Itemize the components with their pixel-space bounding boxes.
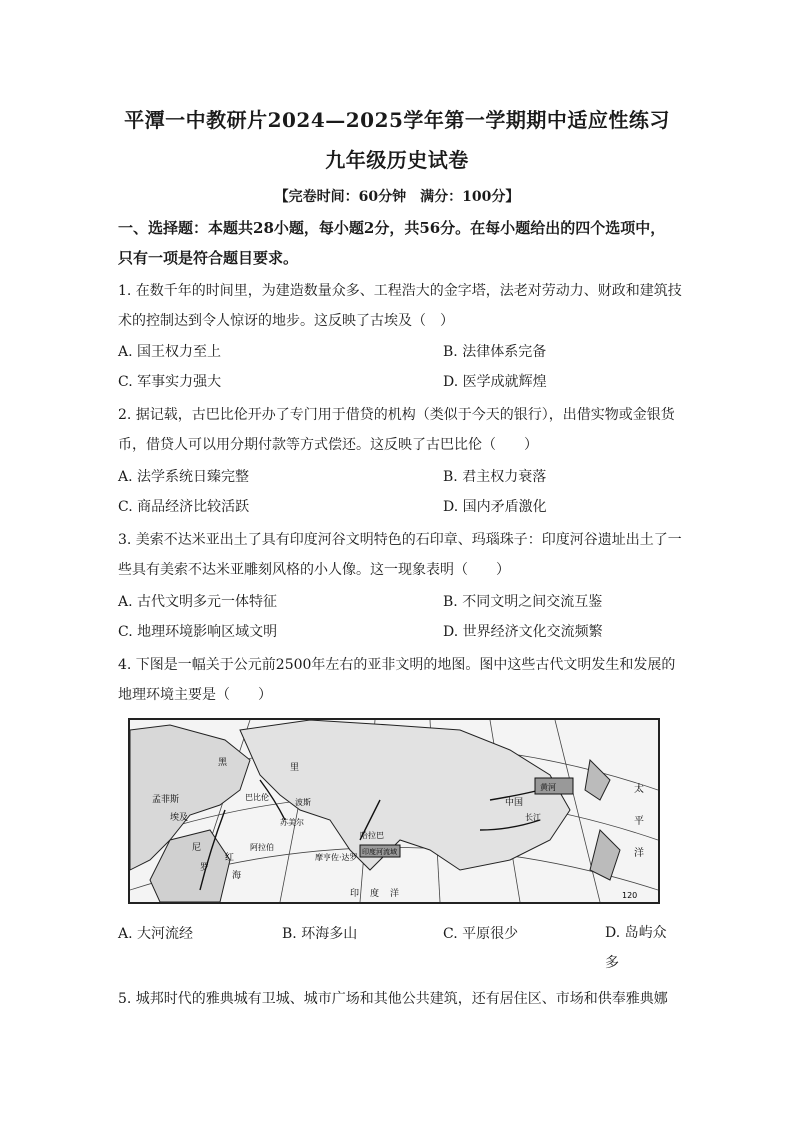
map-label-sea: 海	[232, 871, 242, 881]
map-label-li: 里	[290, 763, 300, 773]
question-2-option-b[interactable]: B. 君主权力衰落	[443, 469, 547, 485]
map-label-china: 中国	[505, 798, 524, 808]
map-label-arabia: 阿拉伯	[250, 843, 274, 852]
question-1-option-c[interactable]: C. 军事实力强大	[118, 374, 222, 390]
question-1-option-a[interactable]: A. 国王权力至上	[118, 344, 222, 360]
map-label-yellow-river: 黄河	[540, 783, 556, 792]
map-label-memphis: 孟菲斯	[152, 795, 180, 805]
map-label-tai: 太	[634, 784, 644, 795]
question-4-option-c[interactable]: C. 平原很少	[443, 926, 519, 942]
map-label-mohenjo-daro: 摩亨佐·达罗	[315, 853, 358, 862]
question-4-option-d[interactable]: D. 岛屿众多	[605, 925, 667, 971]
question-3-stem: 3. 美索不达米亚出土了具有印度河谷文明特色的石印章、玛瑙珠子：印度河谷遗址出土了一些具有美索不达米亚雕刻风格的小人像。这一现象表明（ ）	[118, 532, 682, 578]
question-2-option-a[interactable]: A. 法学系统日臻完整	[118, 469, 250, 485]
question-5-stem: 5. 城邦时代的雅典城有卫城、城市广场和其他公共建筑，还有居住区、市场和供奉雅典娜	[118, 991, 668, 1007]
map-label-harappa: 哈拉巴	[360, 831, 384, 840]
map-label-yin: 印	[350, 889, 360, 899]
exam-meta: 【完卷时间：60分钟 满分：100分】	[274, 189, 520, 205]
map-label-120: 120	[622, 891, 638, 900]
exam-subtitle: 九年级历史试卷	[325, 148, 469, 172]
map-label-ni: 尼	[192, 843, 202, 853]
question-4-option-b[interactable]: B. 环海多山	[282, 926, 358, 942]
ancient-civilizations-map	[128, 718, 660, 904]
question-4-option-a[interactable]: A. 大河流经	[118, 926, 194, 942]
map-label-sumer: 苏美尔	[280, 818, 304, 827]
exam-title: 平潭一中教研片2024—2025学年第一学期期中适应性练习	[124, 108, 670, 132]
question-2-option-c[interactable]: C. 商品经济比较活跃	[118, 499, 250, 515]
map-label-black: 黑	[218, 758, 228, 768]
map-label-luo: 罗	[200, 863, 210, 873]
question-3-option-b[interactable]: B. 不同文明之间交流互鉴	[443, 594, 603, 610]
map-label-red: 红	[225, 853, 235, 863]
question-2-option-d[interactable]: D. 国内矛盾激化	[443, 499, 547, 515]
map-graphic	[130, 720, 658, 902]
map-label-ping: 平	[634, 816, 644, 827]
map-label-persia: 波斯	[295, 798, 311, 807]
question-1-option-d[interactable]: D. 医学成就辉煌	[443, 374, 547, 390]
map-label-yang: 洋	[634, 848, 644, 859]
question-3-option-d[interactable]: D. 世界经济文化交流频繁	[443, 624, 603, 640]
question-1-stem: 1. 在数千年的时间里，为建造数量众多、工程浩大的金字塔，法老对劳动力、财政和建筑技术的控制达到令人惊讶的地步。这反映了古埃及（ ）	[118, 283, 682, 329]
map-label-indus: 印度河流域	[362, 848, 397, 856]
section-heading: 一、选择题：本题共28小题，每小题2分，共56分。在每小题给出的四个选项中，只有一项是符合题目要求。	[118, 219, 666, 267]
question-1-option-b[interactable]: B. 法律体系完备	[443, 344, 547, 360]
map-label-ocean: 洋	[390, 889, 400, 899]
question-4-stem: 4. 下图是一幅关于公元前2500年左右的亚非文明的地图。图中这些古代文明发生和发展的地理环境主要是（ ）	[118, 657, 676, 703]
map-label-yangtze: 长江	[525, 813, 541, 822]
question-2-stem: 2. 据记载，古巴比伦开办了专门用于借贷的机构（类似于今天的银行），出借实物或金银货币，借贷人可以用分期付款等方式偿还。这反映了古巴比伦（ ）	[118, 407, 675, 453]
question-3-option-a[interactable]: A. 古代文明多元一体特征	[118, 594, 278, 610]
map-label-du: 度	[370, 889, 380, 899]
map-label-babylon: 巴比伦	[245, 793, 269, 802]
map-label-egypt: 埃及	[170, 813, 189, 823]
question-3-option-c[interactable]: C. 地理环境影响区域文明	[118, 624, 278, 640]
